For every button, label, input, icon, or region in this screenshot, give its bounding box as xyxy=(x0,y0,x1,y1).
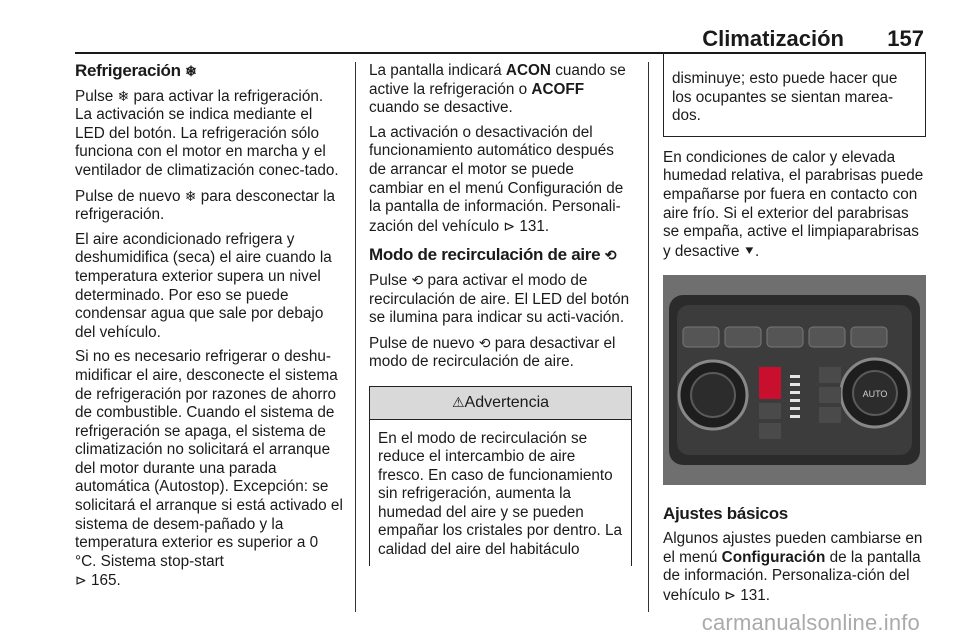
recirculation-button-highlight xyxy=(759,367,781,399)
column-3 xyxy=(663,52,926,611)
paragraph: Pulse de nuevo ❄ para desconectar la refrigeración. xyxy=(75,187,336,224)
page-ref-link[interactable]: 131. xyxy=(740,586,770,604)
column-1 xyxy=(75,62,343,597)
paragraph: En condiciones de calor y elevada humedad relativa, el parabrisas puede empañarse por fuera en contacto con aire frío. Si el exterior del parabrisas se empaña, active el limpiaparabrisas y desactive ⯆. xyxy=(663,148,924,260)
column-2 xyxy=(369,62,632,566)
page-ref-arrow-icon: ⊳ xyxy=(503,217,516,234)
climate-control-photo xyxy=(663,275,926,485)
warning-text: En el modo de recirculación se reduce el intercambio de aire fresco. En caso de funcionamiento sin refrigeración, aumenta la humedad del aire y se pueden empañar los cristales por dentro. La calidad del aire del habitáculo xyxy=(378,429,623,559)
snowflake-icon: ❄ xyxy=(117,87,130,104)
page-ref-arrow-icon: ⊳ xyxy=(75,572,87,589)
snowflake-icon: ❄ xyxy=(184,187,197,204)
page-ref-arrow-icon: ⊳ xyxy=(724,586,736,603)
page-ref-link[interactable]: 131. xyxy=(519,217,550,235)
paragraph: Pulse ❄ para activar la refrigeración. La activación se indica mediante el LED del botón. La refrigeración sólo funciona con el motor en marcha y el ventilador de climatización conec-tado. xyxy=(75,87,339,179)
paragraph: El aire acondicionado refrigera y deshumidifica (seca) el aire cuando la temperatura exterior supera un nivel determinado. Por eso se puede condensar agua que sale por debajo del vehículo. xyxy=(75,230,332,341)
watermark-text: carmanualsonline.info xyxy=(701,610,920,635)
page-number: 157 xyxy=(887,26,924,51)
paragraph: Pulse de nuevo ⟲ para desactivar el modo de recirculación de aire. xyxy=(369,334,616,371)
chapter-title: Climatización xyxy=(702,26,844,51)
warning-header: ⚠Advertencia xyxy=(370,387,631,420)
windshield-defog-icon: ⯆ xyxy=(743,242,755,259)
warning-box-continued: disminuye; esto puede hacer que los ocupantes se sientan marea-dos. xyxy=(663,52,926,137)
paragraph: Algunos ajustes pueden cambiarse en el menú Configuración de la pantalla de información. Personaliza-ción del vehículo ⊳ 131. xyxy=(663,529,923,604)
auto-dial-label: AUTO xyxy=(862,389,888,400)
config-menu-name: Configuración xyxy=(721,548,826,566)
recirculation-icon: ⟲ xyxy=(478,334,491,351)
recirculation-icon: ⟲ xyxy=(411,271,424,288)
paragraph: Si no es necesario refrigerar o deshu-midificar el aire, desconecte el sistema de refrigeración por razones de ahorro de combustible. Cuando el sistema de refrigeración se apaga, el sistema de climatización no solicitará el arranque del motor durante una parada automática (Autostop). Excepción: se solicitará el arranque si está activado el sistema de desem-pañado y la temperatura exterior es superior a 0 °C. Sistema stop-start ⊳ 165. xyxy=(75,348,343,590)
recirculation-icon: ⟲ xyxy=(604,247,617,264)
paragraph: La pantalla indicará ACON cuando se active la refrigeración o ACOFF cuando se desactive. xyxy=(369,62,626,117)
section-heading-ajustes: Ajustes básicos xyxy=(663,504,788,524)
paragraph: La activación o desactivación del funcionamiento automático después de arrancar el motor se puede cambiar en el menú Configuración de la pantalla de información. Personali-zación del vehículo ⊳ 131. xyxy=(369,123,624,235)
column-divider xyxy=(648,62,649,612)
page-ref-link[interactable]: 165. xyxy=(90,572,121,590)
column-divider xyxy=(355,62,356,612)
warning-icon: ⚠ xyxy=(451,393,465,410)
snowflake-icon: ❄ xyxy=(185,63,197,79)
climate-panel-illustration xyxy=(663,275,926,485)
section-heading-refrigeracion: Refrigeración ❄ xyxy=(75,61,197,80)
warning-box xyxy=(369,386,632,566)
paragraph: Pulse ⟲ para activar el modo de recirculación de aire. El LED del botón se ilumina para indicar su acti-vación. xyxy=(369,271,630,327)
section-heading-recirculacion: Modo de recirculación de aire ⟲ xyxy=(369,245,617,265)
